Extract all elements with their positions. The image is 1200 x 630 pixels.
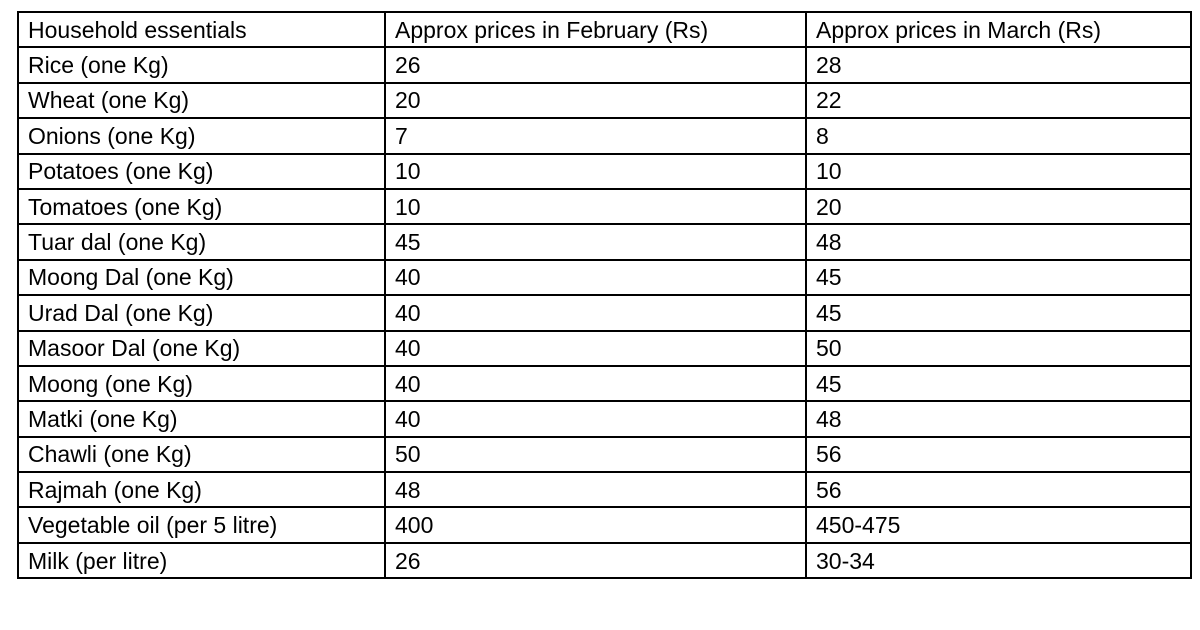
february-price-cell: 20 [385, 83, 806, 118]
march-price-cell: 10 [806, 154, 1191, 189]
february-price-cell: 10 [385, 154, 806, 189]
item-cell: Matki (one Kg) [18, 401, 385, 436]
item-cell: Onions (one Kg) [18, 118, 385, 153]
march-price-cell: 8 [806, 118, 1191, 153]
item-cell: Chawli (one Kg) [18, 437, 385, 472]
february-price-cell: 10 [385, 189, 806, 224]
item-cell: Milk (per litre) [18, 543, 385, 578]
march-price-cell: 45 [806, 295, 1191, 330]
table-row [18, 472, 1191, 507]
item-cell: Urad Dal (one Kg) [18, 295, 385, 330]
table-row [18, 118, 1191, 153]
march-price-cell: 56 [806, 437, 1191, 472]
table-row [18, 83, 1191, 118]
march-price-cell: 48 [806, 224, 1191, 259]
february-price-cell: 45 [385, 224, 806, 259]
march-price-cell: 22 [806, 83, 1191, 118]
table-row [18, 154, 1191, 189]
item-cell: Moong (one Kg) [18, 366, 385, 401]
table-row [18, 47, 1191, 82]
february-price-cell: 400 [385, 507, 806, 542]
header-march-price: Approx prices in March (Rs) [806, 12, 1191, 47]
table-row [18, 401, 1191, 436]
march-price-cell: 450-475 [806, 507, 1191, 542]
item-cell: Potatoes (one Kg) [18, 154, 385, 189]
item-cell: Vegetable oil (per 5 litre) [18, 507, 385, 542]
february-price-cell: 26 [385, 543, 806, 578]
table-row [18, 189, 1191, 224]
february-price-cell: 40 [385, 366, 806, 401]
february-price-cell: 26 [385, 47, 806, 82]
price-table [17, 11, 1192, 579]
item-cell: Masoor Dal (one Kg) [18, 331, 385, 366]
header-household-essentials: Household essentials [18, 12, 385, 47]
table-row [18, 543, 1191, 578]
february-price-cell: 40 [385, 295, 806, 330]
table-row [18, 437, 1191, 472]
march-price-cell: 28 [806, 47, 1191, 82]
february-price-cell: 40 [385, 260, 806, 295]
march-price-cell: 50 [806, 331, 1191, 366]
item-cell: Moong Dal (one Kg) [18, 260, 385, 295]
item-cell: Tuar dal (one Kg) [18, 224, 385, 259]
march-price-cell: 45 [806, 366, 1191, 401]
march-price-cell: 30-34 [806, 543, 1191, 578]
table-row [18, 366, 1191, 401]
header-february-price: Approx prices in February (Rs) [385, 12, 806, 47]
item-cell: Rajmah (one Kg) [18, 472, 385, 507]
march-price-cell: 56 [806, 472, 1191, 507]
table-row [18, 295, 1191, 330]
february-price-cell: 50 [385, 437, 806, 472]
header-row [18, 12, 1191, 47]
item-cell: Wheat (one Kg) [18, 83, 385, 118]
table-row [18, 507, 1191, 542]
table-row [18, 224, 1191, 259]
price-table-body [18, 12, 1191, 578]
february-price-cell: 40 [385, 331, 806, 366]
march-price-cell: 20 [806, 189, 1191, 224]
item-cell: Tomatoes (one Kg) [18, 189, 385, 224]
table-row [18, 331, 1191, 366]
february-price-cell: 40 [385, 401, 806, 436]
february-price-cell: 7 [385, 118, 806, 153]
march-price-cell: 48 [806, 401, 1191, 436]
february-price-cell: 48 [385, 472, 806, 507]
item-cell: Rice (one Kg) [18, 47, 385, 82]
march-price-cell: 45 [806, 260, 1191, 295]
table-row [18, 260, 1191, 295]
